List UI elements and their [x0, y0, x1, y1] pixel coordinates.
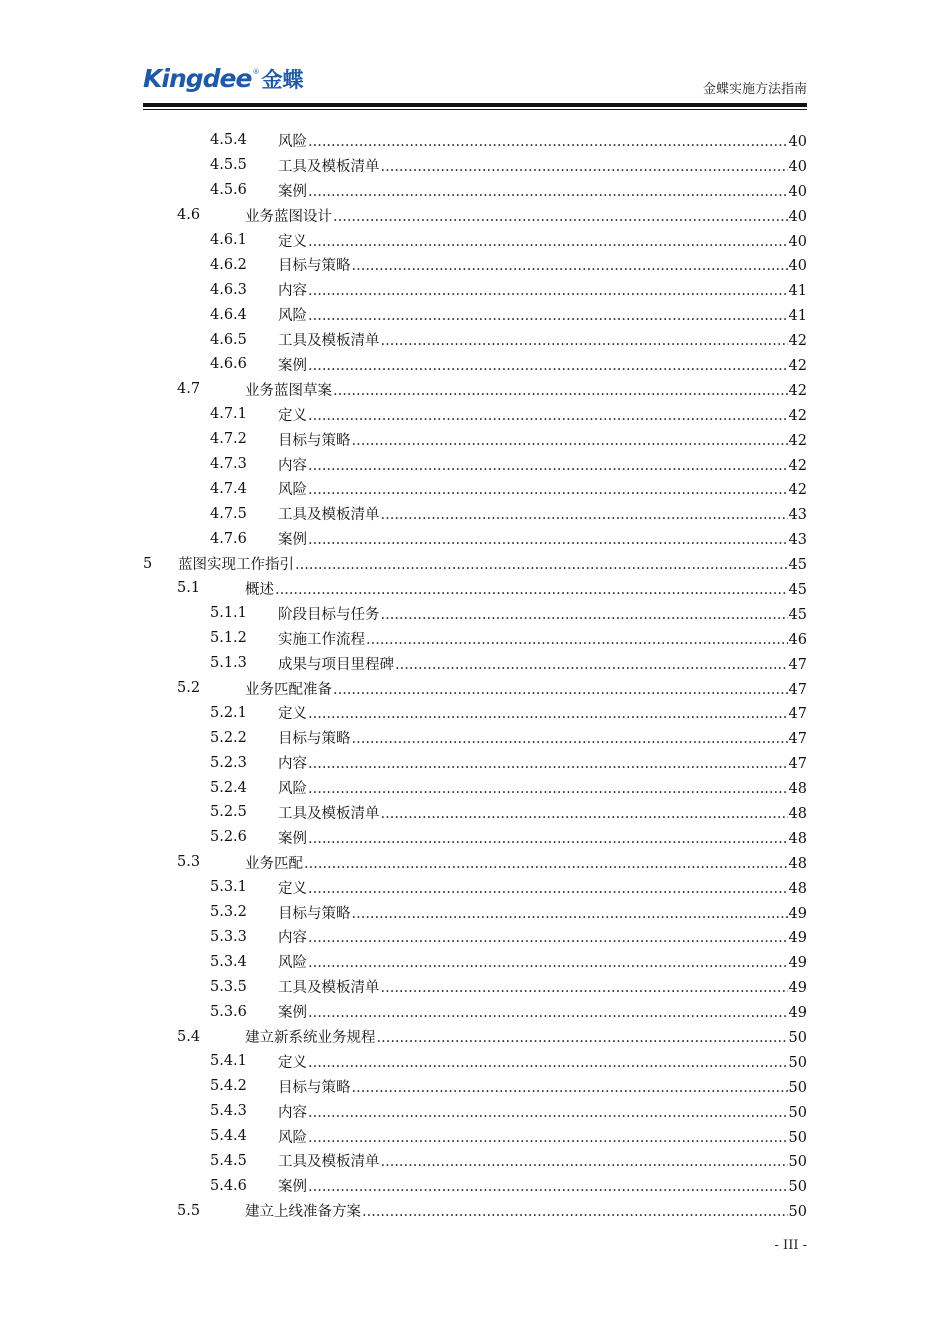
toc-entry-page: 47 [788, 731, 807, 748]
toc-entry-line [278, 702, 807, 723]
toc-dot-leader [308, 756, 788, 772]
toc-entry-page: 47 [788, 706, 807, 723]
toc-entry[interactable] [143, 252, 807, 277]
toc-entry-line [278, 155, 807, 176]
toc-dot-leader [308, 1179, 788, 1195]
toc-dot-leader [381, 607, 788, 623]
toc-entry-number: 5.4.6 [210, 1177, 247, 1194]
toc-dot-leader [352, 731, 788, 747]
toc-dot-leader [308, 781, 788, 797]
toc-entry-title: 工具及模板清单 [278, 329, 381, 350]
toc-entry-title: 定义 [278, 404, 308, 425]
toc-entry-line [278, 1150, 807, 1171]
toc-entry[interactable] [143, 949, 807, 974]
toc-entry-title: 风险 [278, 130, 308, 151]
toc-entry-page: 49 [788, 955, 807, 972]
toc-entry-title: 建立上线准备方案 [245, 1200, 362, 1221]
toc-dot-leader [308, 532, 788, 548]
toc-dot-leader [333, 209, 788, 225]
toc-entry-title: 目标与策略 [278, 1076, 352, 1097]
toc-entry-page: 50 [788, 1079, 807, 1096]
toc-entry-title: 内容 [278, 926, 308, 947]
toc-entry-line [278, 877, 807, 898]
toc-entry[interactable] [143, 800, 807, 825]
toc-entry-title: 定义 [278, 877, 308, 898]
toc-entry-title: 蓝图实现工作指引 [178, 553, 295, 574]
toc-entry-line [278, 603, 807, 624]
toc-entry-line [278, 180, 807, 201]
toc-entry[interactable] [143, 1049, 807, 1074]
toc-entry-page: 41 [788, 308, 807, 325]
toc-entry-number: 4.6.2 [210, 256, 247, 273]
logo-chinese-text: 金蝶 [261, 68, 304, 92]
toc-entry-title: 目标与策略 [278, 254, 352, 275]
toc-entry-title: 案例 [278, 1175, 308, 1196]
toc-entry-number: 5.4.3 [210, 1103, 247, 1120]
toc-entry-page: 50 [788, 1054, 807, 1071]
toc-entry-title: 内容 [278, 454, 308, 475]
toc-dot-leader [308, 831, 788, 847]
toc-entry[interactable] [143, 999, 807, 1024]
toc-entry-number: 4.7.1 [210, 406, 247, 423]
toc-entry-page: 48 [788, 855, 807, 872]
toc-entry-line [278, 304, 807, 325]
toc-entry-title: 定义 [278, 1051, 308, 1072]
header-rule-thin [143, 109, 807, 110]
toc-entry-page: 47 [788, 656, 807, 673]
toc-entry[interactable] [143, 775, 807, 800]
toc-dot-leader [395, 657, 788, 673]
toc-dot-leader [381, 1154, 788, 1170]
toc-entry[interactable] [143, 1149, 807, 1174]
toc-entry-number: 4.7 [177, 381, 201, 398]
toc-entry-line [278, 802, 807, 823]
toc-entry-page: 47 [788, 681, 807, 698]
toc-entry-title: 风险 [278, 1126, 308, 1147]
toc-entry-number: 5.3.6 [210, 1003, 247, 1020]
toc-entry-title: 案例 [278, 354, 308, 375]
toc-entry-page: 47 [788, 756, 807, 773]
toc-entry-number: 5.2 [177, 680, 201, 697]
toc-entry-page: 48 [788, 805, 807, 822]
toc-dot-leader [352, 906, 788, 922]
toc-dot-leader [352, 433, 788, 449]
toc-entry-page: 43 [788, 507, 807, 524]
toc-entry-number: 4.6.5 [210, 331, 247, 348]
toc-entry[interactable] [143, 1074, 807, 1099]
toc-entry[interactable] [143, 501, 807, 526]
toc-entry-line [245, 578, 807, 599]
toc-dot-leader [308, 706, 788, 722]
toc-entry-page: 40 [788, 133, 807, 150]
toc-entry-line [278, 329, 807, 350]
toc-dot-leader [304, 856, 788, 872]
toc-entry[interactable] [143, 1198, 807, 1223]
toc-entry-number: 4.7.4 [210, 480, 247, 497]
toc-entry-title: 案例 [278, 827, 308, 848]
toc-entry-line [278, 1076, 807, 1097]
toc-entry-title: 工具及模板清单 [278, 503, 381, 524]
toc-entry-title: 定义 [278, 702, 308, 723]
toc-entry[interactable] [143, 153, 807, 178]
toc-entry-page: 42 [788, 382, 807, 399]
toc-entry-line [245, 1026, 807, 1047]
toc-entry-number: 5.2.4 [210, 779, 247, 796]
toc-dot-leader [381, 980, 788, 996]
toc-entry[interactable] [143, 725, 807, 750]
toc-entry[interactable] [143, 1124, 807, 1149]
toc-dot-leader [352, 258, 788, 274]
toc-entry-page: 40 [788, 158, 807, 175]
toc-entry-line [278, 404, 807, 425]
toc-entry-number: 5.5 [177, 1202, 201, 1219]
toc-entry-number: 5.3.4 [210, 953, 247, 970]
toc-entry-line [278, 951, 807, 972]
toc-entry-title: 工具及模板清单 [278, 155, 381, 176]
toc-entry-page: 42 [788, 407, 807, 424]
toc-entry-line [278, 478, 807, 499]
toc-dot-leader [308, 1055, 788, 1071]
toc-entry-number: 4.6.6 [210, 356, 247, 373]
toc-entry-title: 案例 [278, 180, 308, 201]
toc-dot-leader [333, 682, 788, 698]
toc-entry-line [178, 553, 807, 574]
toc-entry-line [278, 902, 807, 923]
toc-entry-number: 4.5.4 [210, 132, 247, 149]
toc-entry-number: 4.7.2 [210, 431, 247, 448]
toc-entry-number: 5.2.2 [210, 729, 247, 746]
toc-dot-leader [333, 383, 788, 399]
toc-entry[interactable] [143, 700, 807, 725]
toc-entry[interactable] [143, 203, 807, 228]
toc-entry-title: 风险 [278, 951, 308, 972]
toc-entry[interactable] [143, 277, 807, 302]
toc-entry-line [245, 678, 807, 699]
toc-entry-page: 50 [788, 1030, 807, 1046]
toc-entry-title: 风险 [278, 777, 308, 798]
toc-dot-leader [308, 1130, 788, 1146]
toc-entry-title: 案例 [278, 528, 308, 549]
toc-entry-page: 42 [788, 357, 807, 374]
toc-entry-line [278, 354, 807, 375]
toc-entry-line [245, 1200, 807, 1221]
toc-entry-title: 内容 [278, 279, 308, 300]
toc-entry-title: 建立新系统业务规程 [245, 1026, 377, 1047]
toc-entry-line [278, 230, 807, 251]
toc-entry-line [278, 1126, 807, 1147]
toc-entry[interactable] [143, 402, 807, 427]
toc-entry-page: 40 [788, 183, 807, 200]
toc-entry-title: 业务匹配 [245, 852, 304, 873]
toc-entry-number: 5.3.1 [210, 879, 247, 896]
toc-entry-line [278, 727, 807, 748]
toc-entry-number: 4.6.4 [210, 306, 247, 323]
toc-dot-leader [308, 1105, 788, 1121]
toc-entry-title: 概述 [245, 578, 275, 599]
toc-entry-title: 实施工作流程 [278, 628, 366, 649]
toc-entry-number: 5.1.3 [210, 655, 247, 672]
toc-entry-page: 45 [788, 557, 807, 574]
toc-entry-page: 42 [788, 457, 807, 474]
toc-entry[interactable] [143, 1024, 807, 1049]
toc-entry-page: 43 [788, 532, 807, 549]
toc-dot-leader [308, 408, 788, 424]
toc-entry-title: 业务蓝图草案 [245, 379, 333, 400]
toc-entry[interactable] [143, 750, 807, 775]
toc-entry-number: 4.7.5 [210, 505, 247, 522]
toc-entry-title: 阶段目标与任务 [278, 603, 381, 624]
toc-entry-line [278, 1001, 807, 1022]
toc-entry[interactable] [143, 900, 807, 925]
toc-entry[interactable] [143, 601, 807, 626]
toc-entry-page: 40 [788, 258, 807, 275]
toc-entry-number: 4.6 [177, 207, 201, 224]
toc-dot-leader [308, 1005, 788, 1021]
toc-dot-leader [377, 1030, 788, 1046]
toc-entry-number: 4.7.6 [210, 530, 247, 547]
toc-entry-title: 业务匹配准备 [245, 678, 333, 699]
toc-entry-number: 5.2.6 [210, 829, 247, 846]
toc-entry-line [278, 752, 807, 773]
toc-entry-number: 5.4.2 [210, 1078, 247, 1095]
toc-entry[interactable] [143, 452, 807, 477]
toc-entry-page: 45 [788, 581, 807, 598]
toc-dot-leader [275, 582, 788, 598]
toc-entry-number: 5.2.5 [210, 804, 247, 821]
toc-dot-leader [308, 955, 788, 971]
toc-entry-title: 目标与策略 [278, 902, 352, 923]
toc-entry[interactable] [143, 377, 807, 402]
toc-entry[interactable] [143, 676, 807, 701]
toc-entry-page: 40 [788, 208, 807, 225]
toc-entry[interactable] [143, 651, 807, 676]
toc-entry[interactable] [143, 427, 807, 452]
toc-entry[interactable] [143, 228, 807, 253]
toc-entry-number: 5.2.1 [210, 704, 247, 721]
toc-entry-page: 50 [788, 1204, 807, 1221]
logo-latin-text: Kingdee [143, 64, 252, 93]
toc-entry-title: 业务蓝图设计 [245, 205, 333, 226]
toc-dot-leader [381, 806, 788, 822]
toc-entry[interactable] [143, 1173, 807, 1198]
toc-entry-page: 50 [788, 1129, 807, 1146]
toc-entry-line [245, 205, 807, 226]
toc-dot-leader [295, 557, 788, 573]
toc-entry[interactable] [143, 327, 807, 352]
toc-entry[interactable] [143, 302, 807, 327]
toc-entry-line [245, 379, 807, 400]
toc-entry-number: 5.4.5 [210, 1152, 247, 1169]
toc-entry-number: 5.3.2 [210, 904, 247, 921]
toc-dot-leader [308, 184, 788, 200]
toc-entry-page: 41 [788, 283, 807, 300]
toc-entry-page: 42 [788, 432, 807, 449]
toc-entry-page: 48 [788, 830, 807, 847]
toc-entry-number: 5.2.3 [210, 754, 247, 771]
toc-entry-title: 风险 [278, 478, 308, 499]
toc-entry-page: 49 [788, 930, 807, 947]
toc-entry-page: 50 [788, 1179, 807, 1196]
toc-entry[interactable] [143, 178, 807, 203]
toc-entry-title: 成果与项目里程碑 [278, 653, 395, 674]
toc-entry-line [278, 429, 807, 450]
toc-dot-leader [308, 458, 788, 474]
toc-entry-title: 定义 [278, 230, 308, 251]
toc-dot-leader [366, 632, 788, 648]
toc-dot-leader [308, 881, 788, 897]
toc-entry-title: 工具及模板清单 [278, 802, 381, 823]
toc-entry-line [278, 653, 807, 674]
toc-entry-page: 48 [788, 781, 807, 798]
toc-entry-line [278, 976, 807, 997]
toc-dot-leader [308, 308, 788, 324]
toc-entry-page: 49 [788, 1005, 807, 1022]
table-of-contents [143, 128, 807, 1223]
toc-dot-leader [308, 234, 788, 250]
toc-entry[interactable] [143, 1099, 807, 1124]
toc-entry-number: 4.5.5 [210, 157, 247, 174]
toc-entry-line [278, 279, 807, 300]
toc-entry-page: 40 [788, 233, 807, 250]
page-number: - III - [774, 1238, 807, 1253]
toc-entry-number: 5.4.4 [210, 1128, 247, 1145]
toc-entry-line [278, 628, 807, 649]
toc-entry-number: 5.4.1 [210, 1053, 247, 1070]
toc-dot-leader [308, 358, 788, 374]
toc-entry-number: 5.1 [177, 580, 201, 597]
header-rule-thick [143, 103, 807, 107]
toc-entry-number: 5 [143, 555, 153, 572]
toc-entry-line [278, 827, 807, 848]
toc-entry-line [278, 130, 807, 151]
toc-entry[interactable] [143, 825, 807, 850]
toc-entry-page: 49 [788, 905, 807, 922]
toc-entry-line [278, 454, 807, 475]
logo-registered-mark: ® [252, 68, 260, 76]
toc-entry-page: 50 [788, 1154, 807, 1171]
toc-entry-page: 42 [788, 333, 807, 350]
toc-entry[interactable] [143, 875, 807, 900]
toc-entry-page: 42 [788, 482, 807, 499]
toc-entry-title: 目标与策略 [278, 727, 352, 748]
document-title: 金蝶实施方法指南 [702, 82, 807, 97]
toc-entry[interactable] [143, 626, 807, 651]
kingdee-logo [143, 64, 303, 94]
toc-entry-title: 工具及模板清单 [278, 976, 381, 997]
toc-dot-leader [381, 333, 788, 349]
toc-entry-line [278, 777, 807, 798]
toc-entry-number: 4.5.6 [210, 182, 247, 199]
toc-dot-leader [381, 159, 788, 175]
toc-entry[interactable] [143, 850, 807, 875]
toc-entry-number: 5.1.2 [210, 630, 247, 647]
toc-entry-page: 46 [788, 631, 807, 648]
toc-entry[interactable] [143, 476, 807, 501]
toc-dot-leader [352, 1080, 788, 1096]
toc-entry-line [278, 1175, 807, 1196]
toc-entry-page: 49 [788, 980, 807, 997]
toc-entry-line [278, 503, 807, 524]
toc-entry-page: 48 [788, 880, 807, 897]
toc-entry[interactable] [143, 352, 807, 377]
toc-dot-leader [362, 1204, 788, 1220]
toc-dot-leader [308, 482, 788, 498]
toc-entry-title: 目标与策略 [278, 429, 352, 450]
toc-entry-number: 5.1.1 [210, 605, 247, 622]
toc-dot-leader [308, 134, 788, 150]
toc-entry-line [278, 1051, 807, 1072]
toc-entry-page: 45 [788, 606, 807, 623]
toc-entry-title: 风险 [278, 304, 308, 325]
toc-entry[interactable] [143, 128, 807, 153]
toc-entry[interactable] [143, 925, 807, 950]
toc-entry-line [278, 254, 807, 275]
toc-entry-title: 工具及模板清单 [278, 1150, 381, 1171]
toc-entry-line [278, 926, 807, 947]
toc-dot-leader [381, 507, 788, 523]
toc-dot-leader [308, 930, 788, 946]
toc-entry[interactable] [143, 576, 807, 601]
toc-entry-number: 4.6.3 [210, 281, 247, 298]
toc-entry-title: 内容 [278, 1101, 308, 1122]
toc-entry-line [278, 528, 807, 549]
toc-entry[interactable] [143, 551, 807, 576]
toc-entry-title: 案例 [278, 1001, 308, 1022]
toc-entry-number: 5.3.3 [210, 928, 247, 945]
toc-entry-number: 5.4 [177, 1028, 201, 1045]
toc-entry-page: 50 [788, 1104, 807, 1121]
toc-entry[interactable] [143, 526, 807, 551]
toc-entry-number: 4.6.1 [210, 232, 247, 248]
toc-entry-title: 内容 [278, 752, 308, 773]
toc-entry-line [278, 1101, 807, 1122]
toc-entry-line [245, 852, 807, 873]
toc-entry-number: 5.3.5 [210, 978, 247, 995]
toc-entry[interactable] [143, 974, 807, 999]
toc-dot-leader [308, 283, 788, 299]
toc-entry-number: 4.7.3 [210, 456, 247, 473]
toc-entry-number: 5.3 [177, 854, 201, 871]
